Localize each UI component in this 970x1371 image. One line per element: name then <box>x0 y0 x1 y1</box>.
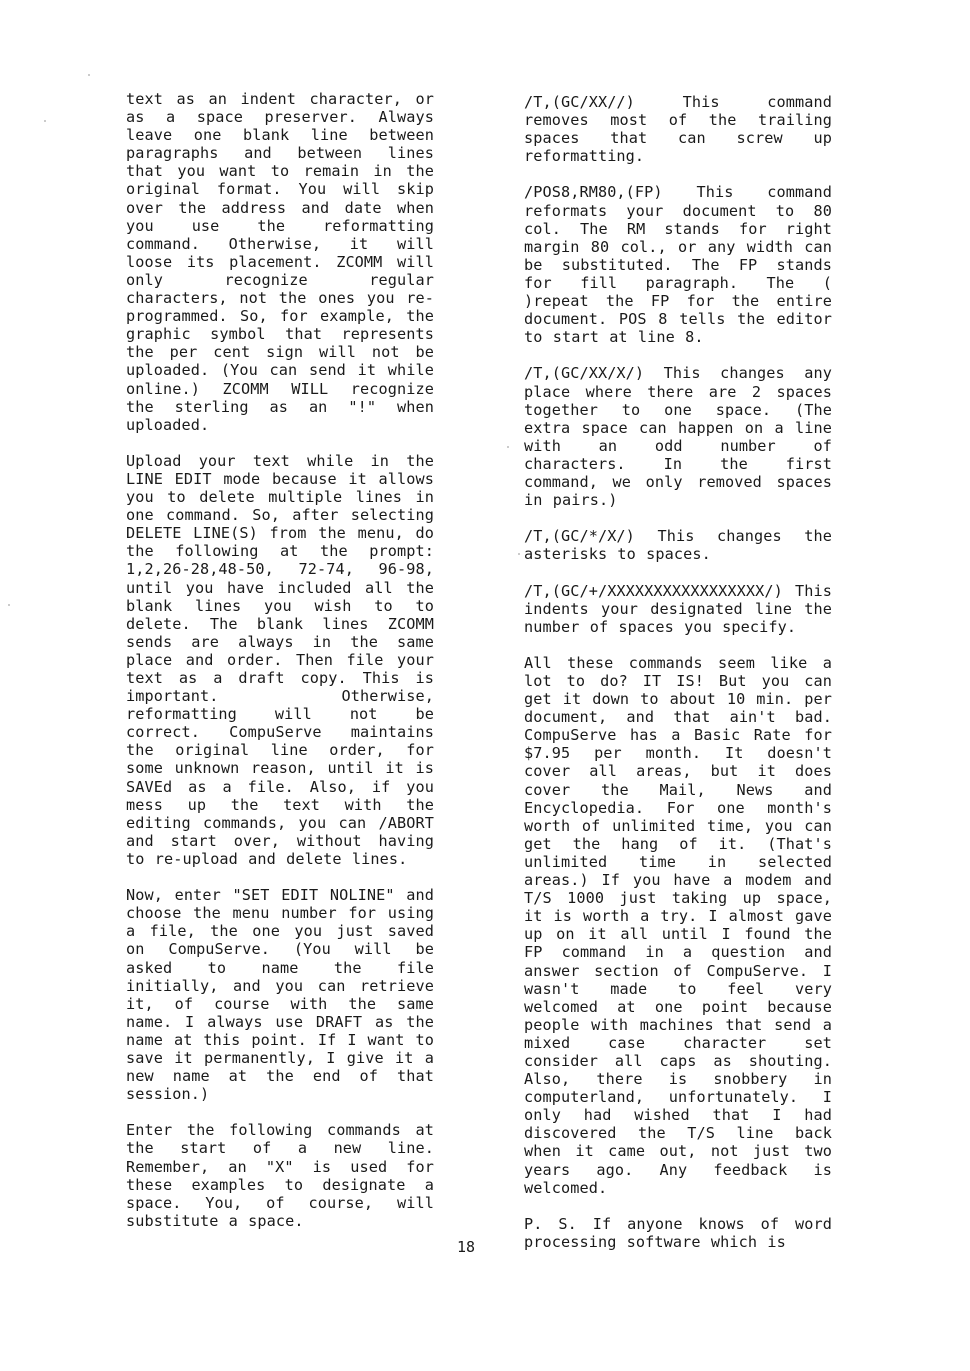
left-column <box>126 90 434 1248</box>
paragraph: /T,(GC/XX//) This command removes most of the trailing spaces that can screw up reformatting. <box>524 93 832 166</box>
paragraph: Upload your text while in the LINE EDIT mode because it allows you to delete multiple lines in one command. So, after selecting DELETE LINE(S) from the menu, do the following at the prompt: 1,2,26-28,48-50, 72-74, 96-98, until you have included all the blank lines you wish to to delete. The blank lines ZCOMM sends are always in the same place and order. Then file your text as a draft copy. This is important. Otherwise, reformatting will not be correct. CompuServe maintains the original line order, for some unknown reason, until it is SAVEd as a file. Also, if you mess up the text with the editing commands, you can /ABORT and start over, without having to re-upload and delete lines. <box>126 451 434 868</box>
scan-speck <box>88 74 90 76</box>
scan-speck <box>44 120 46 122</box>
right-column <box>524 93 832 1269</box>
paragraph: P. S. If anyone knows of word processing software which is <box>524 1214 832 1251</box>
paragraph: /POS8,RM80,(FP) This command reformats your document to 80 col. The RM stands for right margin 80 col., or any width can be substituted. The FP stands for fill paragraph. The ( )repeat the FP for the entire document. POS 8 tells the editor to start at line 8. <box>524 183 832 347</box>
scan-speck <box>8 604 10 606</box>
paragraph: /T,(GC/XX/X/) This changes any place where there are 2 spaces together to one space. (The extra space can happen on a line with an odd number of characters. In the first command, we only removed spaces in pairs.) <box>524 364 832 510</box>
paragraph: All these commands seem like a lot to do? IT IS! But you can get it down to about 10 min. per document, and that ain't bad. CompuServe has a Basic Rate for $7.95 per month. It doesn't cover all areas, but it does cover the Mail, News and Encyclopedia. For one month's worth of unlimited time, you can get the hang of it. (That's unlimited time in selected areas.) If you have a modem and T/S 1000 just taking up space, it is worth a try. I almost gave up on it all until I found the FP command in a question and answer section of CompuServe. I wasn't made to feel very welcomed at one point because people with machines that send a mixed case character set consider all caps as shouting. Also, there is snobbery in computerland, unfortunately. I only had wished that I had discovered the T/S line back when it came out, not just two years ago. Any feedback is welcomed. <box>524 653 832 1197</box>
paragraph: Now, enter "SET EDIT NOLINE" and choose the menu number for using a file, the one you just saved on CompuServe. (You will be asked to name the file initially, and you can retrieve it, of course with the same name. I always use DRAFT as the name at this point. If I want to save it permanently, I give it a new name at the end of that session.) <box>126 886 434 1104</box>
paragraph: /T,(GC/*/X/) This changes the asterisks to spaces. <box>524 527 832 564</box>
scan-speck <box>518 553 520 555</box>
paragraph: text as an indent character, or as a space preserver. Always leave one blank line between paragraphs and between lines that you want to remain in the original format. You will skip over the address and date when you use the reformatting command. Otherwise, it will loose its placement. ZCOMM will only recognize regular characters, not the ones you re-programmed. So, for example, the graphic symbol that represents the per cent sign will not be uploaded. (You can send it while online.) ZCOMM WILL recognize the sterling as an "!" when uploaded. <box>126 90 434 434</box>
paragraph: /T,(GC/+/XXXXXXXXXXXXXXXXX/) This indents your designated line the number of spaces you specify. <box>524 581 832 636</box>
page-number: 18 <box>457 1238 476 1256</box>
paragraph: Enter the following commands at the start of a new line. Remember, an "X" is used for these examples to designate a space. You, of course, will substitute a space. <box>126 1121 434 1230</box>
scan-speck <box>507 446 509 448</box>
